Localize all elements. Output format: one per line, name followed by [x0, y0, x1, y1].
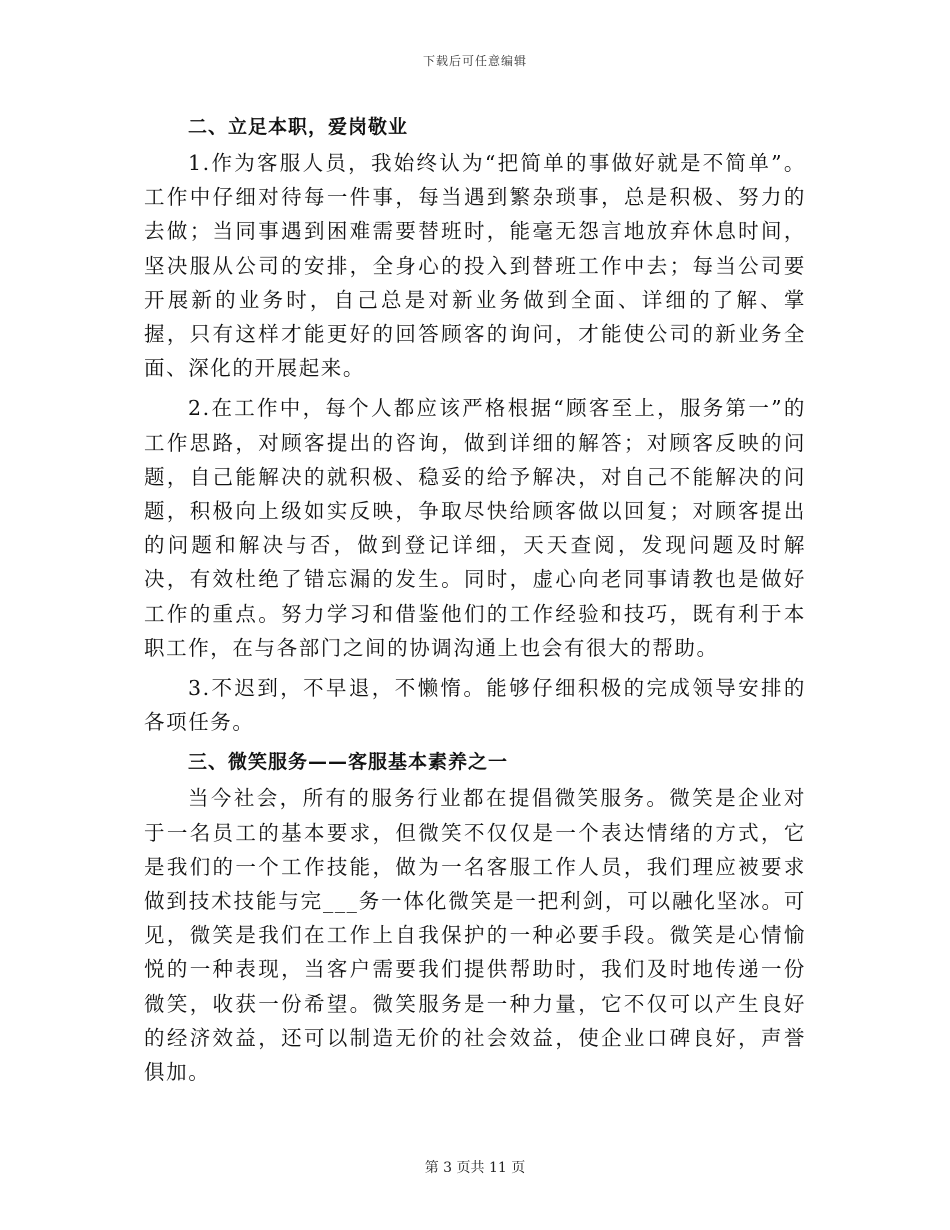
document-body	[144, 110, 806, 1095]
page-header: 下载后可任意编辑	[422, 54, 527, 68]
paragraph: 3.不迟到，不早退，不懒惰。能够仔细积极的完成领导安排的各项任务。	[144, 676, 806, 735]
section-heading-2: 二、立足本职，爱岗敬业	[188, 116, 409, 138]
paragraph: 2.在工作中，每个人都应该严格根据“顾客至上，服务第一”的工作思路，对顾客提出的咨询，做到详细的解答；对顾客反映的问题，自己能解决的就积极、稳妥的给予解决，对自己不能解决的问题，积极向上级如实反映，争取尽快给顾客做以回复；对顾客提出的问题和解决与否，做到登记详细，天天查阅，发现问题及时解决，有效杜绝了错忘漏的发生。同时，虚心向老同事请教也是做好工作的重点。努力学习和借鉴他们的工作经验和技巧，既有利于本职工作，在与各部门之间的协调沟通上也会有很大的帮助。	[144, 396, 806, 660]
paragraph: 1.作为客服人员，我始终认为“把简单的事做好就是不简单”。工作中仔细对待每一件事，每当遇到繁杂琐事，总是积极、努力的去做；当同事遇到困难需要替班时，能毫无怨言地放弃休息时间，坚决服从公司的安排，全身心的投入到替班工作中去；每当公司要开展新的业务时，自己总是对新业务做到全面、详细的了解、掌握，只有这样才能更好的回答顾客的询问，才能使公司的新业务全面、深化的开展起来。	[144, 151, 806, 381]
paragraph: 当今社会，所有的服务行业都在提倡微笑服务。微笑是企业对于一名员工的基本要求，但微笑不仅仅是一个表达情绪的方式，它是我们的一个工作技能，做为一名客服工作人员，我们理应被要求做到技术技能与完___务一体化微笑是一把利剑，可以融化坚冰。可见，微笑是我们在工作上自我保护的一种必要手段。微笑是心情愉悦的一种表现，当客户需要我们提供帮助时，我们及时地传递一份微笑，收获一份希望。微笑服务是一种力量，它不仅可以产生良好的经济效益，还可以制造无价的社会效益，使企业口碑良好，声誉俱加。	[144, 786, 806, 1085]
page-number: 第 3 页共 11 页	[424, 1160, 526, 1176]
section-heading-3: 三、微笑服务——客服基本素养之一	[188, 751, 509, 774]
